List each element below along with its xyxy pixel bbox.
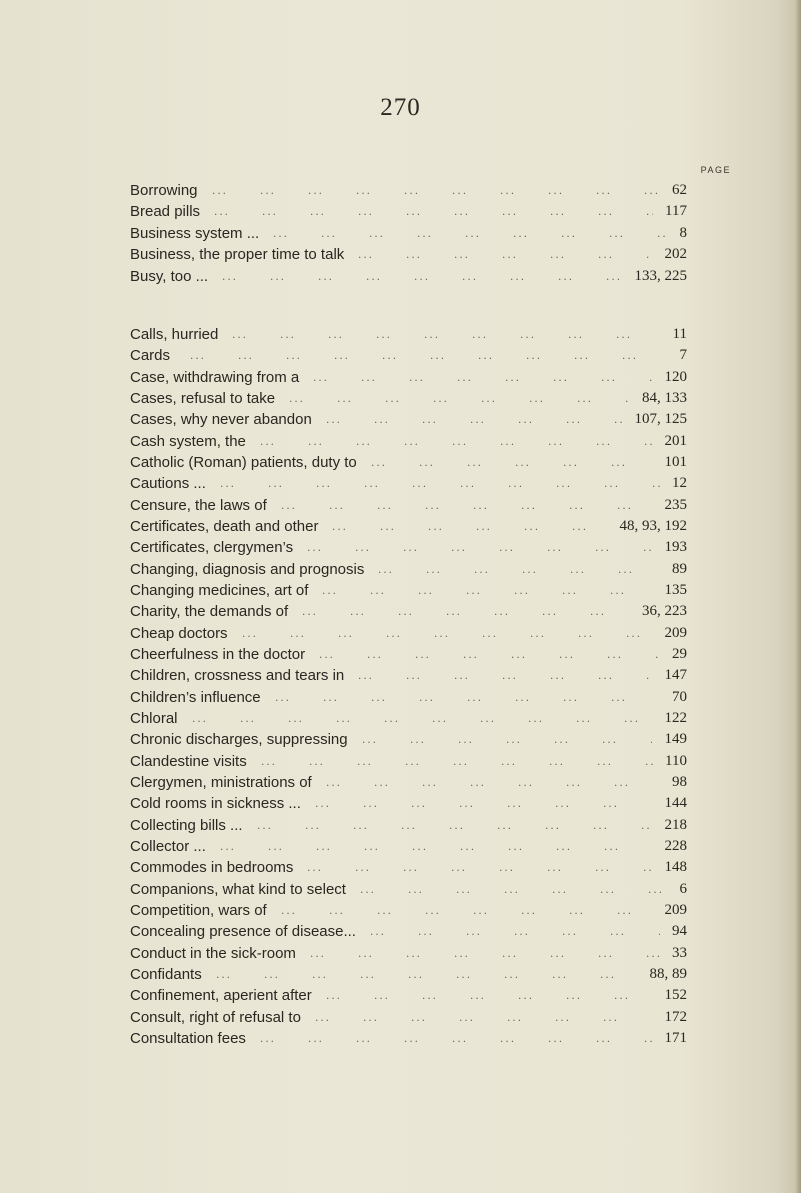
dot-leader xyxy=(307,857,652,878)
dot-leader xyxy=(358,244,652,265)
index-term: Cold rooms in sickness ... xyxy=(130,795,301,813)
index-term: Certificates, clergymen’s xyxy=(130,539,294,557)
dot-leader xyxy=(281,495,652,516)
index-term: Confinement, aperient after xyxy=(130,987,312,1005)
index-entry xyxy=(130,943,687,964)
index-term: Collector ... xyxy=(130,837,206,855)
index-entry xyxy=(130,431,687,452)
index-term: Cheerfulness in the doctor xyxy=(130,645,306,663)
index-pages: 117 xyxy=(665,203,687,220)
index-pages: 209 xyxy=(664,624,687,641)
index-entry xyxy=(130,623,687,644)
index-term: Confidants xyxy=(130,965,202,983)
index-entry xyxy=(130,473,687,494)
index-pages: 110 xyxy=(665,752,687,769)
dot-leader xyxy=(370,921,660,942)
index-entry xyxy=(130,687,687,708)
index-pages: 48, 93, 192 xyxy=(619,517,687,534)
index-entry xyxy=(130,1007,687,1028)
index-entry xyxy=(130,1028,687,1049)
dot-leader xyxy=(261,751,653,772)
dot-leader xyxy=(242,623,652,644)
index-term: Calls, hurried xyxy=(130,326,219,343)
index-entry xyxy=(130,180,687,201)
dot-leader xyxy=(222,266,622,287)
index-term: Cases, why never abandon xyxy=(130,411,312,429)
index-entry xyxy=(130,665,687,686)
index-pages: 89 xyxy=(672,560,687,577)
index-entry xyxy=(130,201,687,222)
dot-leader xyxy=(332,516,607,537)
index-entry xyxy=(130,452,687,473)
dot-leader xyxy=(315,1007,652,1028)
index-entry xyxy=(130,836,687,857)
dot-leader xyxy=(326,985,652,1006)
dot-leader xyxy=(360,879,667,900)
dot-leader xyxy=(216,964,637,985)
index-pages: 101 xyxy=(664,453,687,470)
dot-leader xyxy=(281,900,652,921)
index-entry xyxy=(130,772,687,793)
index-entry xyxy=(130,266,687,287)
index-entry xyxy=(130,921,687,942)
index-pages: 120 xyxy=(664,368,687,385)
index-pages: 84, 133 xyxy=(642,389,687,406)
index-pages: 149 xyxy=(664,731,687,748)
index-pages: 144 xyxy=(664,795,687,812)
dot-leader xyxy=(326,409,622,430)
index-entry xyxy=(130,244,687,265)
index-term: Changing medicines, art of xyxy=(130,581,309,599)
index-term: Censure, the laws of xyxy=(130,496,267,514)
page-number: 270 xyxy=(380,94,421,121)
index-group-c xyxy=(130,324,687,1049)
index-entry xyxy=(130,879,687,900)
page-column-label: PAGE xyxy=(700,165,731,175)
index-pages: 94 xyxy=(672,923,687,940)
index-entry xyxy=(130,964,687,985)
index-group-b xyxy=(130,180,687,287)
index-pages: 11 xyxy=(672,326,687,342)
dot-leader xyxy=(232,324,661,345)
dot-leader xyxy=(362,729,652,750)
index-entry xyxy=(130,985,687,1006)
index-pages: 171 xyxy=(664,1029,687,1046)
index-pages: 7 xyxy=(679,347,687,364)
dot-leader xyxy=(289,388,630,409)
index-pages: 12 xyxy=(672,475,687,492)
index-term: Children, crossness and tears in xyxy=(130,667,345,685)
index-term: Borrowing xyxy=(130,182,198,199)
dot-leader xyxy=(358,665,652,686)
index-pages: 147 xyxy=(664,667,687,684)
index-pages: 235 xyxy=(664,496,687,513)
index-term: Clandestine visits xyxy=(130,752,247,770)
index-term: Business, the proper time to talk xyxy=(130,246,345,264)
index-term: Cases, refusal to take xyxy=(130,389,276,407)
index-term: Competition, wars of xyxy=(130,901,267,919)
dot-leader xyxy=(313,367,652,388)
index-entry xyxy=(130,708,687,729)
index-pages: 135 xyxy=(664,581,687,598)
dot-leader xyxy=(192,708,652,729)
index-term: Cheap doctors xyxy=(130,624,228,642)
index-pages: 33 xyxy=(672,944,687,961)
index-term: Clergymen, ministrations of xyxy=(130,773,312,791)
dot-leader xyxy=(257,815,652,836)
index-term: Busy, too ... xyxy=(130,267,209,285)
index-entry xyxy=(130,729,687,750)
index-term: Chloral xyxy=(130,709,178,727)
index-entry xyxy=(130,345,687,366)
index-entry xyxy=(130,793,687,814)
index-term: Charity, the demands of xyxy=(130,603,289,621)
index-entry xyxy=(130,644,687,665)
dot-leader xyxy=(220,473,660,494)
index-pages: 8 xyxy=(679,224,687,241)
index-term: Collecting bills ... xyxy=(130,816,243,834)
page-edge-shadow xyxy=(795,0,801,1193)
index-term: Companions, what kind to select xyxy=(130,880,346,898)
index-entry xyxy=(130,559,687,580)
index-term: Changing, diagnosis and prognosis xyxy=(130,560,365,578)
index-pages: 193 xyxy=(664,539,687,556)
dot-leader xyxy=(273,223,667,244)
index-term: Concealing presence of disease... xyxy=(130,923,356,941)
index-pages: 209 xyxy=(664,901,687,918)
index-pages: 228 xyxy=(664,837,687,854)
index-entry xyxy=(130,900,687,921)
index-pages: 201 xyxy=(664,432,687,449)
dot-leader xyxy=(371,452,652,473)
index-term: Consult, right of refusal to xyxy=(130,1008,301,1026)
dot-leader xyxy=(260,1028,652,1049)
dot-leader xyxy=(212,180,660,201)
dot-leader xyxy=(310,943,660,964)
index-pages: 107, 125 xyxy=(634,411,687,428)
index-entry xyxy=(130,409,687,430)
dot-leader xyxy=(326,772,660,793)
index-pages: 133, 225 xyxy=(634,267,687,284)
dot-leader xyxy=(260,431,652,452)
index-term: Commodes in bedrooms xyxy=(130,859,294,877)
index-term: Cautions ... xyxy=(130,475,206,493)
index-pages: 6 xyxy=(679,880,687,897)
index-entry xyxy=(130,601,687,622)
index-pages: 88, 89 xyxy=(649,965,687,982)
index-term: Consultation fees xyxy=(130,1029,246,1047)
index-pages: 98 xyxy=(672,773,687,790)
index-term: Catholic (Roman) patients, duty to xyxy=(130,453,357,471)
dot-leader xyxy=(307,537,652,558)
index-entry xyxy=(130,324,687,345)
index-term: Bread pills xyxy=(130,203,201,221)
index-term: Cards xyxy=(130,347,171,365)
index-term: Business system ... xyxy=(130,224,260,242)
dot-leader xyxy=(214,201,653,222)
index-entry xyxy=(130,815,687,836)
index-term: Children’s influence xyxy=(130,688,261,706)
index-entry xyxy=(130,537,687,558)
index-entry xyxy=(130,495,687,516)
index-pages: 62 xyxy=(672,182,687,198)
dot-leader xyxy=(302,601,630,622)
dot-leader xyxy=(315,793,652,814)
index-pages: 36, 223 xyxy=(642,603,687,620)
index-pages: 202 xyxy=(664,246,687,263)
index-term: Chronic discharges, suppressing xyxy=(130,731,348,749)
dot-leader xyxy=(190,345,667,366)
index-pages: 218 xyxy=(664,816,687,833)
index-pages: 152 xyxy=(664,987,687,1004)
dot-leader xyxy=(220,836,652,857)
index-pages: 172 xyxy=(664,1008,687,1025)
index-pages: 122 xyxy=(664,709,687,726)
index-term: Certificates, death and other xyxy=(130,517,319,535)
dot-leader xyxy=(275,687,660,708)
index-entry xyxy=(130,751,687,772)
index-entry xyxy=(130,857,687,878)
index-term: Conduct in the sick-room xyxy=(130,944,296,962)
index-term: Cash system, the xyxy=(130,432,246,450)
index-entry xyxy=(130,388,687,409)
index-pages: 148 xyxy=(664,859,687,876)
index-pages: 29 xyxy=(672,645,687,662)
dot-leader xyxy=(378,559,660,580)
index-entry xyxy=(130,580,687,601)
index-entry xyxy=(130,516,687,537)
index-pages: 70 xyxy=(672,688,687,705)
index-entry xyxy=(130,223,687,244)
dot-leader xyxy=(319,644,660,665)
index-entry xyxy=(130,367,687,388)
index-term: Case, withdrawing from a xyxy=(130,368,300,386)
dot-leader xyxy=(322,580,652,601)
